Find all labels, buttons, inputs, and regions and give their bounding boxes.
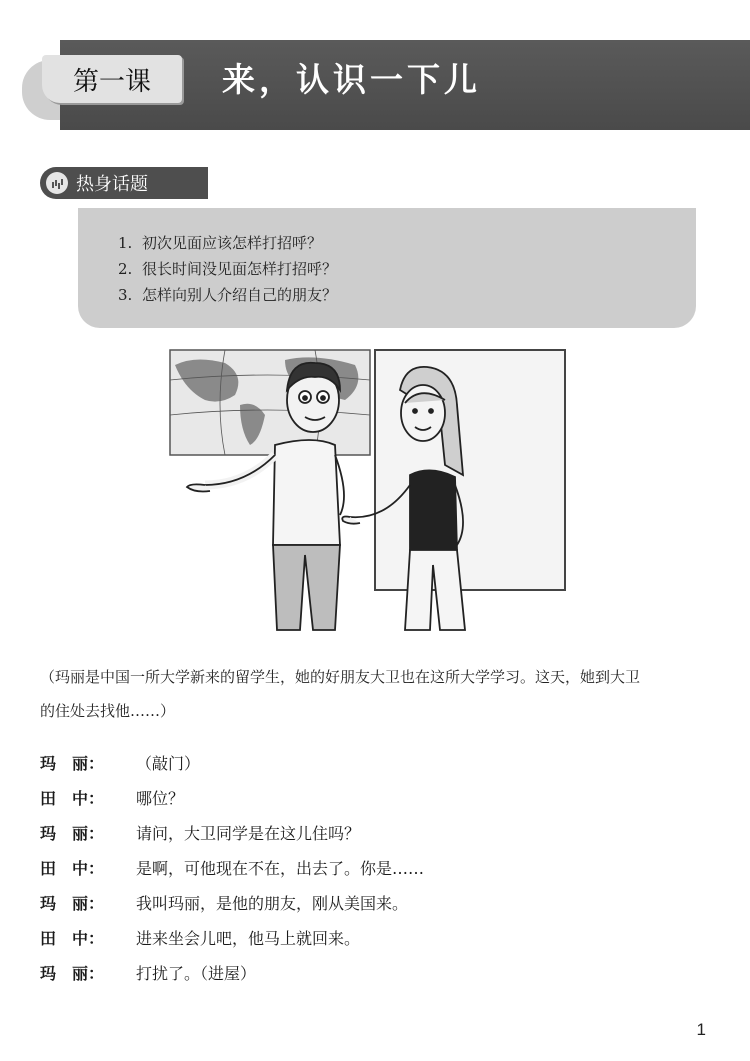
speech-text: 是啊，可他现在不在，出去了。你是…… — [136, 859, 425, 878]
speech-text: 我叫玛丽，是他的朋友，刚从美国来。 — [136, 894, 409, 913]
dialogue-line — [40, 780, 424, 815]
world-map-illustration — [170, 350, 370, 455]
warmup-question: 3. 怎样向别人介绍自己的朋友？ — [118, 286, 338, 304]
speaker-name: 田 中： — [40, 929, 105, 948]
chart-icon — [46, 172, 68, 194]
speaker-name: 玛 丽： — [40, 824, 105, 843]
warmup-question: 1. 初次见面应该怎样打招呼？ — [118, 234, 323, 252]
lesson-title: 来，认识一下儿 — [222, 60, 481, 99]
speaker-name: 田 中： — [40, 789, 105, 808]
illustration-two-people — [165, 345, 585, 635]
speech-text: 请问，大卫同学是在这儿住吗？ — [136, 824, 361, 843]
dialogue-line — [40, 815, 424, 850]
dialogue-line — [40, 885, 424, 920]
dialogue-line — [40, 745, 424, 780]
dialogue-line — [40, 850, 424, 885]
speaker-name: 玛 丽： — [40, 754, 105, 773]
speech-text: 打扰了。（进屋） — [136, 964, 257, 983]
speaker-name: 田 中： — [40, 859, 105, 878]
warmup-question-list — [118, 230, 337, 308]
dialogue — [40, 745, 424, 990]
speech-text: 进来坐会儿吧，他马上就回来。 — [136, 929, 361, 948]
lesson-number-tab: 第一课 — [42, 55, 182, 103]
dialogue-line — [40, 955, 424, 990]
speaker-name: 玛 丽： — [40, 964, 105, 983]
warmup-heading: 热身话题 — [76, 174, 148, 195]
speech-text: （敲门） — [136, 754, 201, 773]
dialogue-line — [40, 920, 424, 955]
warmup-question: 2. 很长时间没见面怎样打招呼？ — [118, 260, 338, 278]
warmup-heading-tab — [40, 167, 208, 199]
speaker-name: 玛 丽： — [40, 894, 105, 913]
scene-context: （玛丽是中国一所大学新来的留学生，她的好朋友大卫也在这所大学学习。这天，她到大卫 的住处去找他……） — [40, 668, 641, 720]
page-number: 1 — [696, 1020, 706, 1039]
speech-text: 哪位？ — [136, 789, 185, 808]
